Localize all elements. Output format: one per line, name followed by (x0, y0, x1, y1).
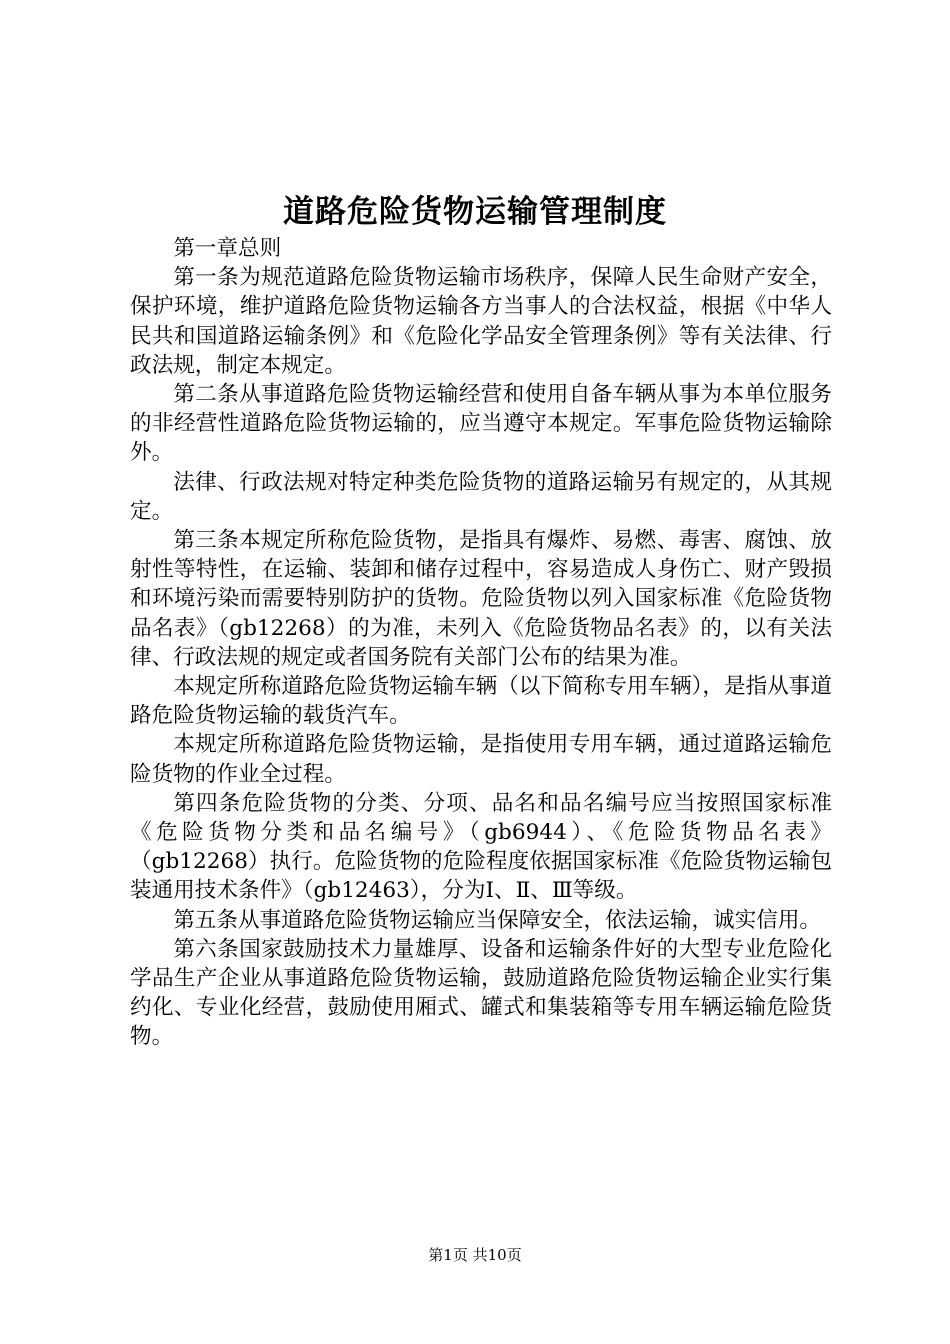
page-number-footer: 第1页 共10页 (428, 1246, 522, 1264)
paragraph: 第六条国家鼓励技术力量雄厚、设备和运输条件好的大型专业危险化学品生产企业从事道路危险货物运输，鼓励道路危险货物运输企业实行集约化、专业化经营，鼓励使用厢式、罐式和集装箱等专用车辆运输危险货物。 (130, 936, 832, 1050)
document-title: 道路危险货物运输管理制度 (283, 194, 667, 230)
paragraph: 第三条本规定所称危险货物，是指具有爆炸、易燃、毒害、腐蚀、放射性等特性，在运输、装卸和储存过程中，容易造成人身伤亡、财产毁损和环境污染而需要特别防护的货物。危险货物以列入国家标准《危险货物品名表》（gb12268）的为准，未列入《危险货物品名表》的，以有关法律、行政法规的规定或者国务院有关部门公布的结果为准。 (130, 528, 832, 670)
paragraph: 第一条为规范道路危险货物运输市场秩序，保障人民生命财产安全，保护环境，维护道路危险货物运输各方当事人的合法权益，根据《中华人民共和国道路运输条例》和《危险化学品安全管理条例》等有关法律、行政法规，制定本规定。 (130, 265, 832, 378)
document-body (130, 234, 832, 1052)
paragraph: 第四条危险货物的分类、分项、品名和品名编号应当按照国家标准《危险货物分类和品名编号》（gb6944）、《危险货物品名表》（gb12268）执行。危险货物的危险程度依据国家标准《危险货物运输包装通用技术条件》（gb12463），分为Ⅰ、Ⅱ、Ⅲ等级。 (130, 790, 832, 904)
paragraph: 第二条从事道路危险货物运输经营和使用自备车辆从事为本单位服务的非经营性道路危险货物运输的，应当遵守本规定。军事危险货物运输除外。 (130, 382, 832, 466)
paragraph: 法律、行政法规对特定种类危险货物的道路运输另有规定的，从其规定。 (130, 469, 832, 524)
chapter-heading: 第一章总则 (173, 236, 282, 261)
paragraph: 本规定所称道路危险货物运输，是指使用专用车辆，通过道路运输危险货物的作业全过程。 (130, 732, 832, 787)
paragraph: 本规定所称道路危险货物运输车辆（以下简称专用车辆），是指从事道路危险货物运输的载货汽车。 (130, 674, 832, 729)
paragraph: 第五条从事道路危险货物运输应当保障安全，依法运输，诚实信用。 (173, 907, 822, 933)
